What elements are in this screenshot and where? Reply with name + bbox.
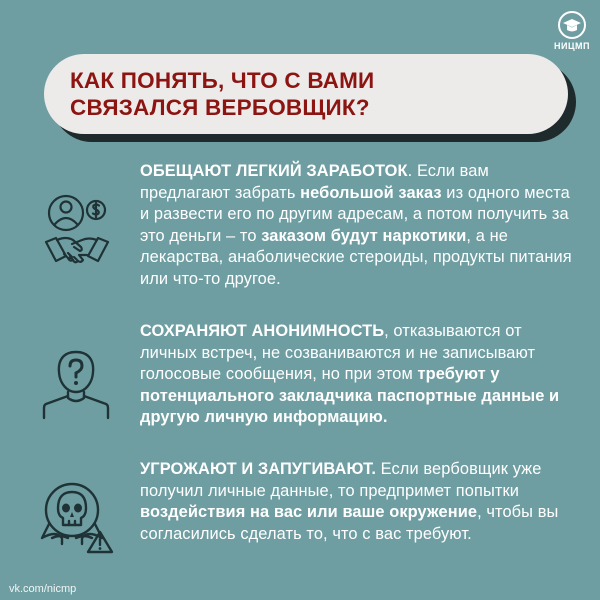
- highlight-text: воздействия на вас или ваше окружение: [140, 503, 478, 522]
- highlight-text: УГРОЖАЮТ И ЗАПУГИВАЮТ.: [140, 460, 376, 478]
- body-text: , а не лекарства, анаболические стероиды, продукты питания или что-то другое.: [140, 226, 572, 288]
- footer-link[interactable]: vk.com/nicmp: [9, 583, 77, 595]
- anonymous-person-icon: [42, 348, 112, 420]
- highlight-text: заказом будут наркотики: [261, 226, 467, 245]
- highlight-text: требуют у потенциального закладчика паспортные данные и другую личную информацию.: [140, 365, 560, 427]
- logo: [552, 10, 592, 51]
- body-text: , отказываются от личных встреч, не созваниваются и не записывают голосовые сообщения, но при этом: [140, 322, 536, 384]
- section-easy-money: [140, 161, 580, 291]
- title-banner: [44, 54, 568, 134]
- section-anonymity: [140, 321, 580, 429]
- body-text: . Если вам предлагают забрать: [140, 162, 489, 202]
- body-text: из одного места и развести его по другим адресам, а потом получить за это деньги – то: [140, 183, 570, 245]
- handshake-money-icon: [42, 192, 112, 272]
- section-threats: [140, 459, 580, 545]
- highlight-text: ОБЕЩАЮТ ЛЕГКИЙ ЗАРАБОТОК: [140, 162, 408, 180]
- page-title: КАК ПОНЯТЬ, ЧТО С ВАМИ СВЯЗАЛСЯ ВЕРБОВЩИК?: [70, 68, 375, 120]
- logo-text: НИЦМП: [553, 41, 590, 51]
- body-text: Если вербовщик уже получил личные данные, то предпримет попытки: [140, 460, 542, 500]
- skull-threat-icon: [40, 478, 120, 560]
- body-text: , чтобы вы согласились сделать то, что с вас требуют.: [140, 503, 559, 543]
- highlight-text: небольшой заказ: [300, 183, 442, 202]
- highlight-text: СОХРАНЯЮТ АНОНИМНОСТЬ: [140, 322, 385, 340]
- graduation-cap-icon: [557, 10, 587, 40]
